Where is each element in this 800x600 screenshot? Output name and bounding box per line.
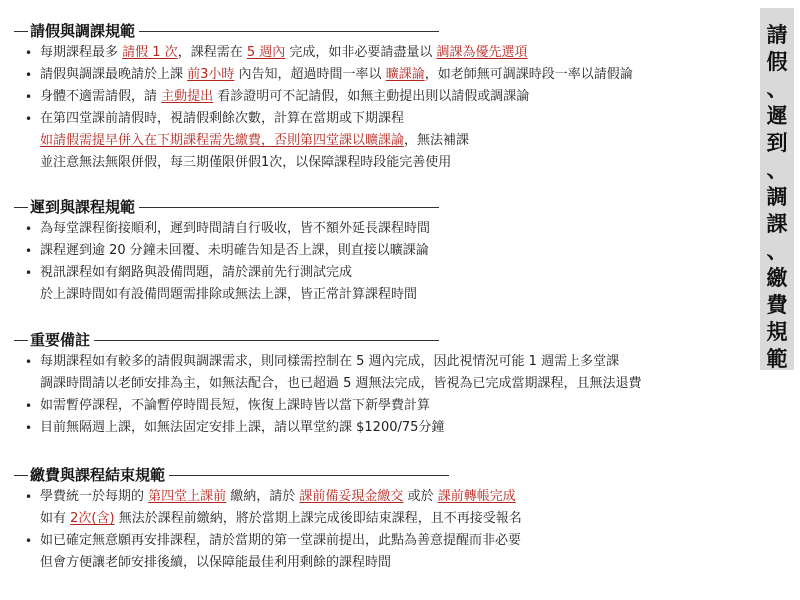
bullet-icon: • bbox=[25, 222, 33, 236]
side-title bbox=[760, 22, 794, 373]
rule-item bbox=[14, 108, 749, 174]
rule-item bbox=[14, 395, 749, 417]
rule-line bbox=[40, 395, 749, 417]
highlighted-text: 前3小時 bbox=[187, 67, 235, 82]
bullet-icon: • bbox=[25, 266, 33, 280]
rule-item bbox=[14, 486, 749, 530]
rule-line bbox=[40, 530, 749, 552]
section-header bbox=[14, 329, 749, 351]
rule-text: 每期課程最多 bbox=[40, 45, 123, 60]
highlighted-text: 曠課論 bbox=[385, 67, 425, 82]
rule-line bbox=[40, 218, 749, 240]
rule-item bbox=[14, 262, 749, 306]
rule-text: 繳納，請於 bbox=[226, 489, 300, 504]
rule-text: 每期課程如有較多的請假與調課需求，則同樣需控制在 5 週內完成，因此視情況可能 1 週需上多堂課 bbox=[40, 354, 620, 369]
item-list bbox=[14, 218, 749, 306]
bullet-icon: • bbox=[25, 46, 33, 60]
rule-text: 為每堂課程銜接順利，遲到時間請自行吸收，皆不額外延長課程時間 bbox=[40, 221, 431, 236]
rule-text: 完成，如非必要請盡量以 bbox=[285, 45, 437, 60]
bullet-icon: • bbox=[25, 534, 33, 548]
rule-line bbox=[40, 351, 749, 373]
rule-text: 於上課時間如有設備問題需排除或無法上課，皆正常計算課程時間 bbox=[40, 287, 418, 302]
section-header bbox=[14, 464, 749, 486]
rule-item bbox=[14, 86, 749, 108]
section-leave-reschedule bbox=[14, 20, 749, 174]
side-title-panel bbox=[760, 8, 794, 370]
rule-text: 身體不適需請假，請 bbox=[40, 89, 162, 104]
rule-line bbox=[40, 417, 749, 439]
side-title-char: 請 bbox=[766, 23, 788, 47]
side-title-char: 、 bbox=[766, 158, 788, 182]
side-title-char: 到 bbox=[766, 131, 788, 155]
section-title: 遲到與課程規範 bbox=[28, 196, 139, 218]
rule-text: 內告知，超過時間一率以 bbox=[234, 67, 386, 82]
section-header bbox=[14, 196, 749, 218]
rule-text: ，無法補課 bbox=[404, 133, 470, 148]
rule-item bbox=[14, 218, 749, 240]
rule-line bbox=[40, 508, 749, 530]
section-title: 繳費與課程結束規範 bbox=[28, 464, 169, 486]
rule-text: 或於 bbox=[403, 489, 438, 504]
rule-text: ，如老師無可調課時段一率以請假論 bbox=[424, 67, 633, 82]
highlighted-text: 課前備妥現金繳交 bbox=[299, 489, 404, 504]
side-title-char: 課 bbox=[766, 212, 788, 236]
rule-line bbox=[40, 262, 749, 284]
rule-text: 在第四堂課前請假時，視請假剩餘次數，計算在當期或下期課程 bbox=[40, 111, 405, 126]
bullet-icon: • bbox=[25, 68, 33, 82]
highlighted-text: 調課為優先選項 bbox=[436, 45, 528, 60]
highlighted-text: 主動提出 bbox=[161, 89, 214, 104]
side-title-char: 假 bbox=[766, 50, 788, 74]
side-title-char: 繳 bbox=[766, 266, 788, 290]
rule-text: 並注意無法無限併假，每三期僅限併假1次，以保障課程時段能完善使用 bbox=[40, 155, 452, 170]
rule-line bbox=[40, 42, 749, 64]
rule-line bbox=[40, 86, 749, 108]
rule-line bbox=[40, 486, 749, 508]
rule-line bbox=[40, 108, 749, 130]
rule-text: 視訊課程如有網路與設備問題，請於課前先行測試完成 bbox=[40, 265, 353, 280]
rule-text: 如需暫停課程，不論暫停時間長短，恢復上課時皆以當下新學費計算 bbox=[40, 398, 431, 413]
rule-item bbox=[14, 64, 749, 86]
rule-item bbox=[14, 530, 749, 574]
rule-text: 課程遲到逾 20 分鐘未回覆、未明確告知是否上課，則直接以曠課論 bbox=[40, 243, 429, 258]
side-title-char: 調 bbox=[766, 185, 788, 209]
section-late-rules bbox=[14, 196, 749, 306]
rule-line bbox=[40, 130, 749, 152]
highlighted-text: 2次(含) bbox=[70, 511, 115, 526]
bullet-icon: • bbox=[25, 90, 33, 104]
side-title-char: 費 bbox=[766, 293, 788, 317]
rule-text: ，課程需在 bbox=[177, 45, 247, 60]
rule-text: 如已確定無意願再安排課程，請於當期的第一堂課前提出，此點為善意提醒而非必要 bbox=[40, 533, 522, 548]
rule-line bbox=[40, 552, 749, 574]
rule-item bbox=[14, 240, 749, 262]
side-title-char: 、 bbox=[766, 77, 788, 101]
rule-line bbox=[40, 373, 749, 395]
rule-line bbox=[40, 152, 749, 174]
side-title-char: 、 bbox=[766, 239, 788, 263]
side-title-char: 範 bbox=[766, 347, 788, 371]
highlighted-text: 請假 1 次 bbox=[122, 45, 178, 60]
highlighted-text: 課前轉帳完成 bbox=[437, 489, 516, 504]
bullet-icon: • bbox=[25, 399, 33, 413]
rule-text: 但會方便讓老師安排後續，以保障能最佳利用剩餘的課程時間 bbox=[40, 555, 392, 570]
item-list bbox=[14, 486, 749, 574]
bullet-icon: • bbox=[25, 355, 33, 369]
rule-item bbox=[14, 351, 749, 395]
rule-line bbox=[40, 240, 749, 262]
section-header bbox=[14, 20, 749, 42]
bullet-icon: • bbox=[25, 421, 33, 435]
section-title: 重要備註 bbox=[28, 329, 94, 351]
side-title-char: 規 bbox=[766, 320, 788, 344]
bullet-icon: • bbox=[25, 112, 33, 126]
rule-item bbox=[14, 42, 749, 64]
rule-line bbox=[40, 64, 749, 86]
rule-text: 如有 bbox=[40, 511, 71, 526]
rule-line bbox=[40, 284, 749, 306]
bullet-icon: • bbox=[25, 244, 33, 258]
section-important-notes bbox=[14, 329, 749, 439]
rule-text: 請假與調課最晚請於上課 bbox=[40, 67, 188, 82]
highlighted-text: 5 週內 bbox=[246, 45, 286, 60]
item-list bbox=[14, 351, 749, 439]
rule-text: 無法於課程前繳納，將於當期上課完成後即結束課程，且不再接受報名 bbox=[114, 511, 522, 526]
rule-text: 看診證明可不記請假，如無主動提出則以請假或調課論 bbox=[213, 89, 530, 104]
bullet-icon: • bbox=[25, 490, 33, 504]
section-title: 請假與調課規範 bbox=[28, 20, 139, 42]
highlighted-text: 第四堂上課前 bbox=[148, 489, 227, 504]
rule-text: 學費統一於每期的 bbox=[40, 489, 149, 504]
side-title-char: 遲 bbox=[766, 104, 788, 128]
item-list bbox=[14, 42, 749, 174]
section-payment-ending bbox=[14, 464, 749, 574]
rule-item bbox=[14, 417, 749, 439]
rule-text: 目前無隔週上課，如無法固定安排上課，請以單堂約課 $1200/75分鐘 bbox=[40, 420, 445, 435]
highlighted-text: 如請假需提早併入在下期課程需先繳費，否則第四堂課以曠課論 bbox=[40, 133, 405, 148]
rule-text: 調課時間請以老師安排為主，如無法配合，也已超過 5 週無法完成，皆視為已完成當期課程，且無法退費 bbox=[40, 376, 642, 391]
